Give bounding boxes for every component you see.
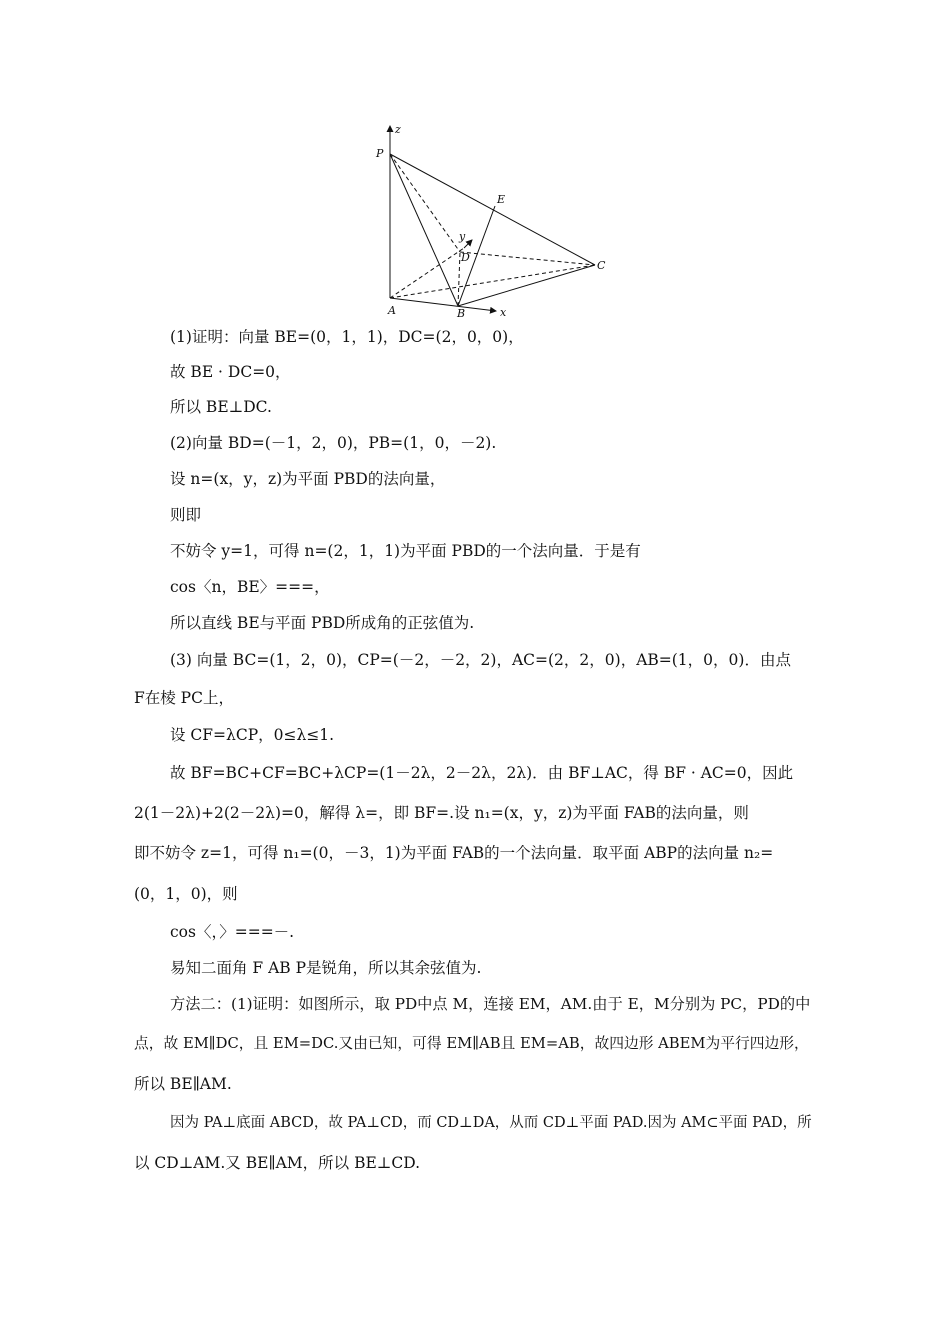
label-D: D [461,251,470,264]
label-B: B [457,307,466,320]
label-A: A [388,304,396,317]
label-P: P [376,147,384,160]
text-line: cos〈，〉===－. [170,923,295,941]
text-line: 方法二：(1)证明：如图所示，取 PD中点 M，连接 EM，AM.由于 E，M分别为 PC，PD的中 [170,995,811,1013]
label-C: C [597,259,606,272]
x-axis [390,298,496,311]
text-line: 2(1－2λ)+2(2－2λ)=0，解得 λ=，即 BF=.设 n₁=(x，y，z)为平面 FAB的法向量，则 [134,804,749,822]
text-line: 易知二面角 F AB P是锐角，所以其余弦值为. [170,959,482,977]
text-line: 不妨令 y=1，可得 n=(2，1，1)为平面 PBD的一个法向量．于是有 [170,542,641,560]
text-line: 所以 BE∥AM. [134,1075,232,1093]
pyramid-figure [360,118,620,323]
text-line: 故 BE · DC=0， [170,363,291,381]
edge-BC [458,265,595,306]
text-line: 设 CF=λCP，0≤λ≤1. [170,726,335,744]
text-line: 因为 PA⊥底面 ABCD，故 PA⊥CD，而 CD⊥DA，从而 CD⊥平面 PAD.因为 AM⊂平面 PAD，所 [170,1115,812,1131]
text-line: 故 BF=BC+CF=BC+λCP=(1－2λ，2－2λ，2λ)．由 BF⊥AC，得 BF · AC=0，因此 [170,764,794,782]
text-line: F在棱 PC上， [134,689,234,707]
label-z: z [395,123,401,136]
text-line: cos〈n，BE〉===， [170,578,330,596]
edge-PB [390,154,458,306]
text-line: (3) 向量 BC=(1，2，0)，CP=(－2，－2，2)，AC=(2，2，0)，AB=(1，0，0)．由点 [170,651,791,669]
text-line: 所以直线 BE与平面 PBD所成角的正弦值为. [170,614,475,632]
edge-PC [390,154,595,265]
y-axis [390,248,464,298]
label-x: x [500,306,507,319]
edge-BD [458,252,460,306]
text-line: 以 CD⊥AM.又 BE∥AM，所以 BE⊥CD. [134,1154,421,1172]
label-E: E [497,193,506,206]
text-line: 设 n=(x，y，z)为平面 PBD的法向量， [170,470,446,488]
text-line: 即不妨令 z=1，可得 n₁=(0，－3，1)为平面 FAB的一个法向量．取平面 ABP的法向量 n₂= [134,844,774,862]
text-line: (2)向量 BD=(－1，2，0)，PB=(1，0，－2). [170,434,497,452]
label-y: y [459,230,466,243]
text-line: (0，1，0)，则 [134,885,238,903]
text-line: (1)证明：向量 BE=(0，1，1)，DC=(2，0，0)， [170,328,524,346]
text-line: 点，故 EM∥DC，且 EM=DC.又由已知，可得 EM∥AB且 EM=AB，故四边形 ABEM为平行四边形， [134,1035,809,1052]
edge-AC [390,265,595,298]
text-line: 则即 [170,506,202,524]
text-line: 所以 BE⊥DC. [170,398,272,416]
edge-PD [390,154,460,252]
